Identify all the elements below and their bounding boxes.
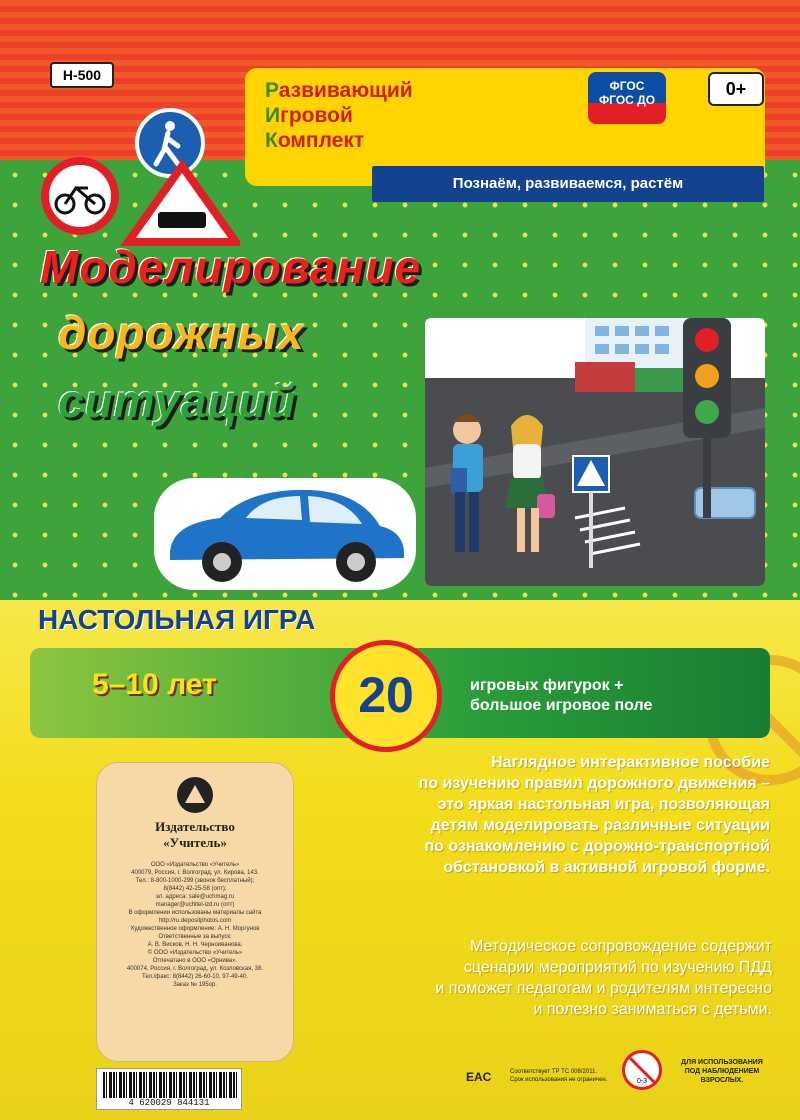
series-brand (265, 78, 413, 153)
tram-warning-sign-icon (128, 166, 236, 242)
street-scene-svg (425, 318, 765, 586)
brand-line: Развивающий (265, 79, 413, 102)
barcode-number: 4 620029 844131 (128, 1098, 210, 1108)
product-code-badge: Н-500 (50, 62, 114, 88)
svg-text:0-3: 0-3 (636, 1078, 648, 1085)
methodical-note: Методическое сопровождение содержит сценарии мероприятий по изучению ПДД и поможет педагогам и родителям интересно и полезно заниматься с детьми. (435, 938, 772, 1018)
blue-car-illustration (150, 474, 420, 594)
publisher-details: ООО «Издательство «Учитель» 400079, Россия, г. Волгоград, ул. Кирова, 143. Тел.: 8-800-1000-299 (звонок бесплатный); 8(8442) 42-25-58 (опт); эл. адреса: sale@uchmag.ru manager@uchitel-izd.ru (опт) В оформлении использованы материалы сайта http://ru.depositphotos.com Художественное оформление: А. Н. Моргунов Ответственные за выпуск: А. В. Висков, Н. Н. Черноиванова. © ООО «Издательство «Учитель» Отпечатано в ООО «Орнива». 400074, Россия, г. Волгоград, ул. Козловская, 38. Тел./факс: 8(8442) 26-60-10, 97-49-40. Заказ № 195ор. (126, 862, 264, 988)
publisher-info-box (96, 762, 294, 1062)
brand-line: Игровой (265, 104, 353, 127)
figure-count-badge: 20 (330, 640, 442, 752)
title-line: Моделирование (40, 241, 422, 293)
publisher-logo-icon (175, 775, 215, 815)
eac-mark: EAC (466, 1070, 492, 1084)
title-line: дорожных (58, 307, 305, 359)
building-icon (575, 318, 695, 392)
figure-count-text: игровых фигурок + большое игровое поле (470, 677, 653, 714)
title-line: ситуаций (58, 375, 297, 427)
pedestrian-path-sign-icon (137, 110, 203, 176)
barcode (96, 1068, 242, 1110)
age-range: 5–10 лет (92, 668, 217, 701)
product-description: Наглядное интерактивное пособие по изучению правил дорожного движения – это яркая настольная игра, позволяющая детям моделировать различные ситуации по ознакомлению с дорожно-транспортной обстановкой в активной игровой форме. (418, 754, 770, 876)
no-bicycles-sign-icon (45, 161, 115, 231)
tagline: Познаём, развиваемся, растём (372, 166, 764, 202)
age-warning-icon (622, 1050, 662, 1090)
game-type-label: НАСТОЛЬНАЯ ИГРА (38, 604, 316, 635)
age-rating-badge: 0+ (708, 72, 764, 106)
no-small-children-icon (625, 1053, 659, 1087)
street-scene-illustration (425, 318, 765, 586)
road-signs-illustration (40, 108, 240, 248)
barcode-bars (103, 1072, 237, 1098)
fgos-logo: ФГОС ФГОС ДО (588, 72, 666, 124)
publisher-name: Издательство «Учитель» (155, 819, 235, 850)
brand-line: Комплект (265, 129, 365, 152)
adult-supervision-warning: ДЛЯ ИСПОЛЬЗОВАНИЯ ПОД НАБЛЮДЕНИЕМ ВЗРОСЛЫХ. (681, 1059, 763, 1084)
compliance-text: Соответствует ТР ТС 008/2011. Срок использования не ограничен. (510, 1069, 608, 1083)
